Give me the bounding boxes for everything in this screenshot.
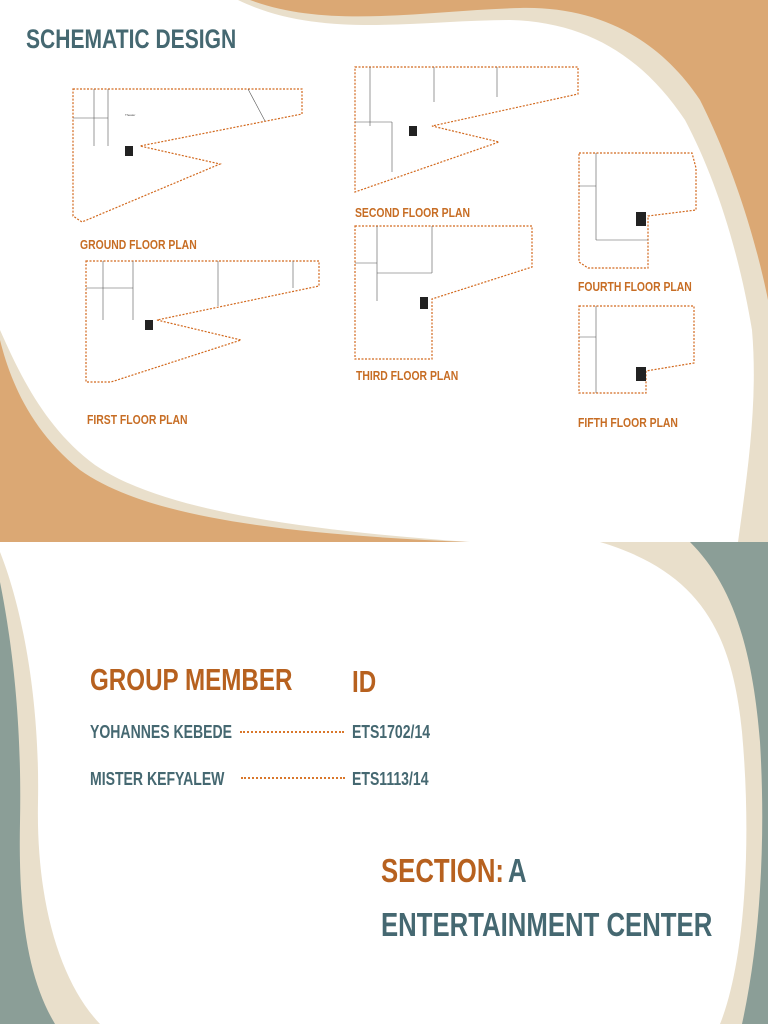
second-floor-plan-label: SECOND FLOOR PLAN	[355, 205, 470, 220]
member-dotted-leader	[241, 777, 345, 779]
room-label: Theater	[125, 113, 136, 117]
section-label: SECTION:	[381, 852, 504, 889]
fifth-floor-plan-drawing	[576, 303, 698, 398]
third-floor-plan-label: THIRD FLOOR PLAN	[356, 368, 459, 383]
ground-floor-plan-drawing	[70, 86, 305, 226]
member-name: MISTER KEFYALEW	[90, 769, 225, 789]
third-floor-plan-drawing	[352, 223, 537, 363]
id-heading: ID	[352, 664, 377, 699]
member-id: ETS1113/14	[352, 769, 429, 789]
first-floor-plan-drawing	[83, 258, 323, 388]
fifth-floor-plan-label: FIFTH FLOOR PLAN	[578, 415, 678, 430]
group-member-heading: GROUP MEMBER	[90, 662, 293, 697]
first-floor-plan-label: FIRST FLOOR PLAN	[87, 412, 188, 427]
fourth-floor-plan-label: FOURTH FLOOR PLAN	[578, 279, 692, 294]
ground-floor-plan-label: GROUND FLOOR PLAN	[80, 237, 197, 252]
section-value: A	[508, 852, 527, 889]
second-floor-plan-drawing	[352, 64, 582, 199]
group-members-page	[0, 542, 768, 1024]
fourth-floor-plan-drawing	[576, 150, 701, 275]
member-name: YOHANNES KEBEDE	[90, 722, 232, 742]
member-dotted-leader	[240, 731, 344, 733]
member-id: ETS1702/14	[352, 722, 431, 742]
project-title: ENTERTAINMENT CENTER	[381, 906, 713, 943]
schematic-title: SCHEMATIC DESIGN	[26, 24, 237, 54]
